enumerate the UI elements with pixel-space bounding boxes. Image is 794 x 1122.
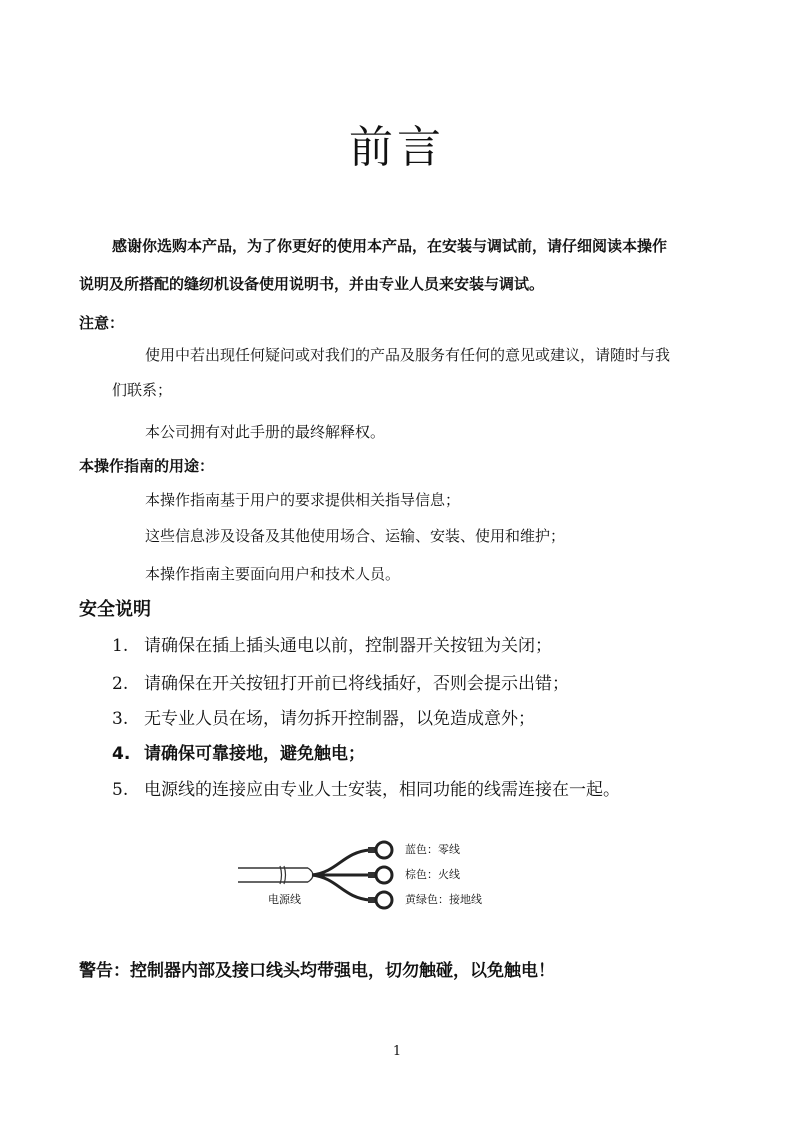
safety-item-number: 1.	[112, 636, 129, 656]
wire-label-ground: 黄绿色：接地线	[405, 893, 482, 906]
safety-item-number: 2.	[112, 674, 129, 694]
intro-line-1: 感谢你选购本产品，为了你更好的使用本产品，在安装与调试前，请仔细阅读本操作	[112, 237, 668, 255]
safety-item	[112, 778, 620, 802]
note-line-3: 本公司拥有对此手册的最终解释权。	[145, 423, 386, 441]
warning-text: 警告：控制器内部及接口线头均带强电，切勿触碰，以免触电！	[79, 961, 555, 981]
page-title: 前言	[349, 122, 445, 173]
note-line-2: 们联系；	[112, 381, 173, 399]
purpose-heading: 本操作指南的用途：	[79, 457, 215, 475]
safety-item-text: 电源线的连接应由专业人士安装，相同功能的线需连接在一起。	[144, 780, 620, 800]
note-line-1: 使用中若出现任何疑问或对我们的产品及服务有任何的意见或建议，请随时与我	[145, 346, 671, 364]
safety-item-text: 请确保在插上插头通电以前，控制器开关按钮为关闭；	[144, 636, 552, 656]
intro-line-2: 说明及所搭配的缝纫机设备使用说明书，并由专业人员来安装与调试。	[79, 275, 545, 293]
safety-item-number: 4.	[112, 744, 131, 764]
purpose-item: 本操作指南基于用户的要求提供相关指导信息；	[145, 491, 461, 509]
safety-item-text: 请确保在开关按钮打开前已将线插好，否则会提示出错；	[144, 674, 569, 694]
safety-item-number: 3.	[112, 709, 129, 729]
safety-item	[112, 707, 535, 731]
safety-heading: 安全说明	[79, 599, 151, 620]
safety-item-number: 5.	[112, 780, 129, 800]
safety-item	[112, 634, 552, 658]
purpose-item: 这些信息涉及设备及其他使用场合、运输、安装、使用和维护；	[145, 527, 566, 545]
diagram-background	[228, 830, 518, 930]
safety-item-text: 无专业人员在场，请勿拆开控制器，以免造成意外；	[144, 709, 535, 729]
wire-label-blue: 蓝色：零线	[405, 843, 460, 856]
purpose-item: 本操作指南主要面向用户和技术人员。	[145, 565, 401, 583]
wire-label-brown: 棕色：火线	[405, 868, 460, 881]
note-heading: 注意：	[79, 314, 125, 332]
safety-item-emphasized	[112, 742, 365, 766]
safety-item	[112, 672, 569, 696]
cable-label: 电源线	[268, 893, 301, 906]
safety-item-text: 请确保可靠接地，避免触电；	[144, 744, 365, 764]
power-cable-diagram	[228, 830, 518, 930]
page-number: 1	[392, 1044, 402, 1059]
